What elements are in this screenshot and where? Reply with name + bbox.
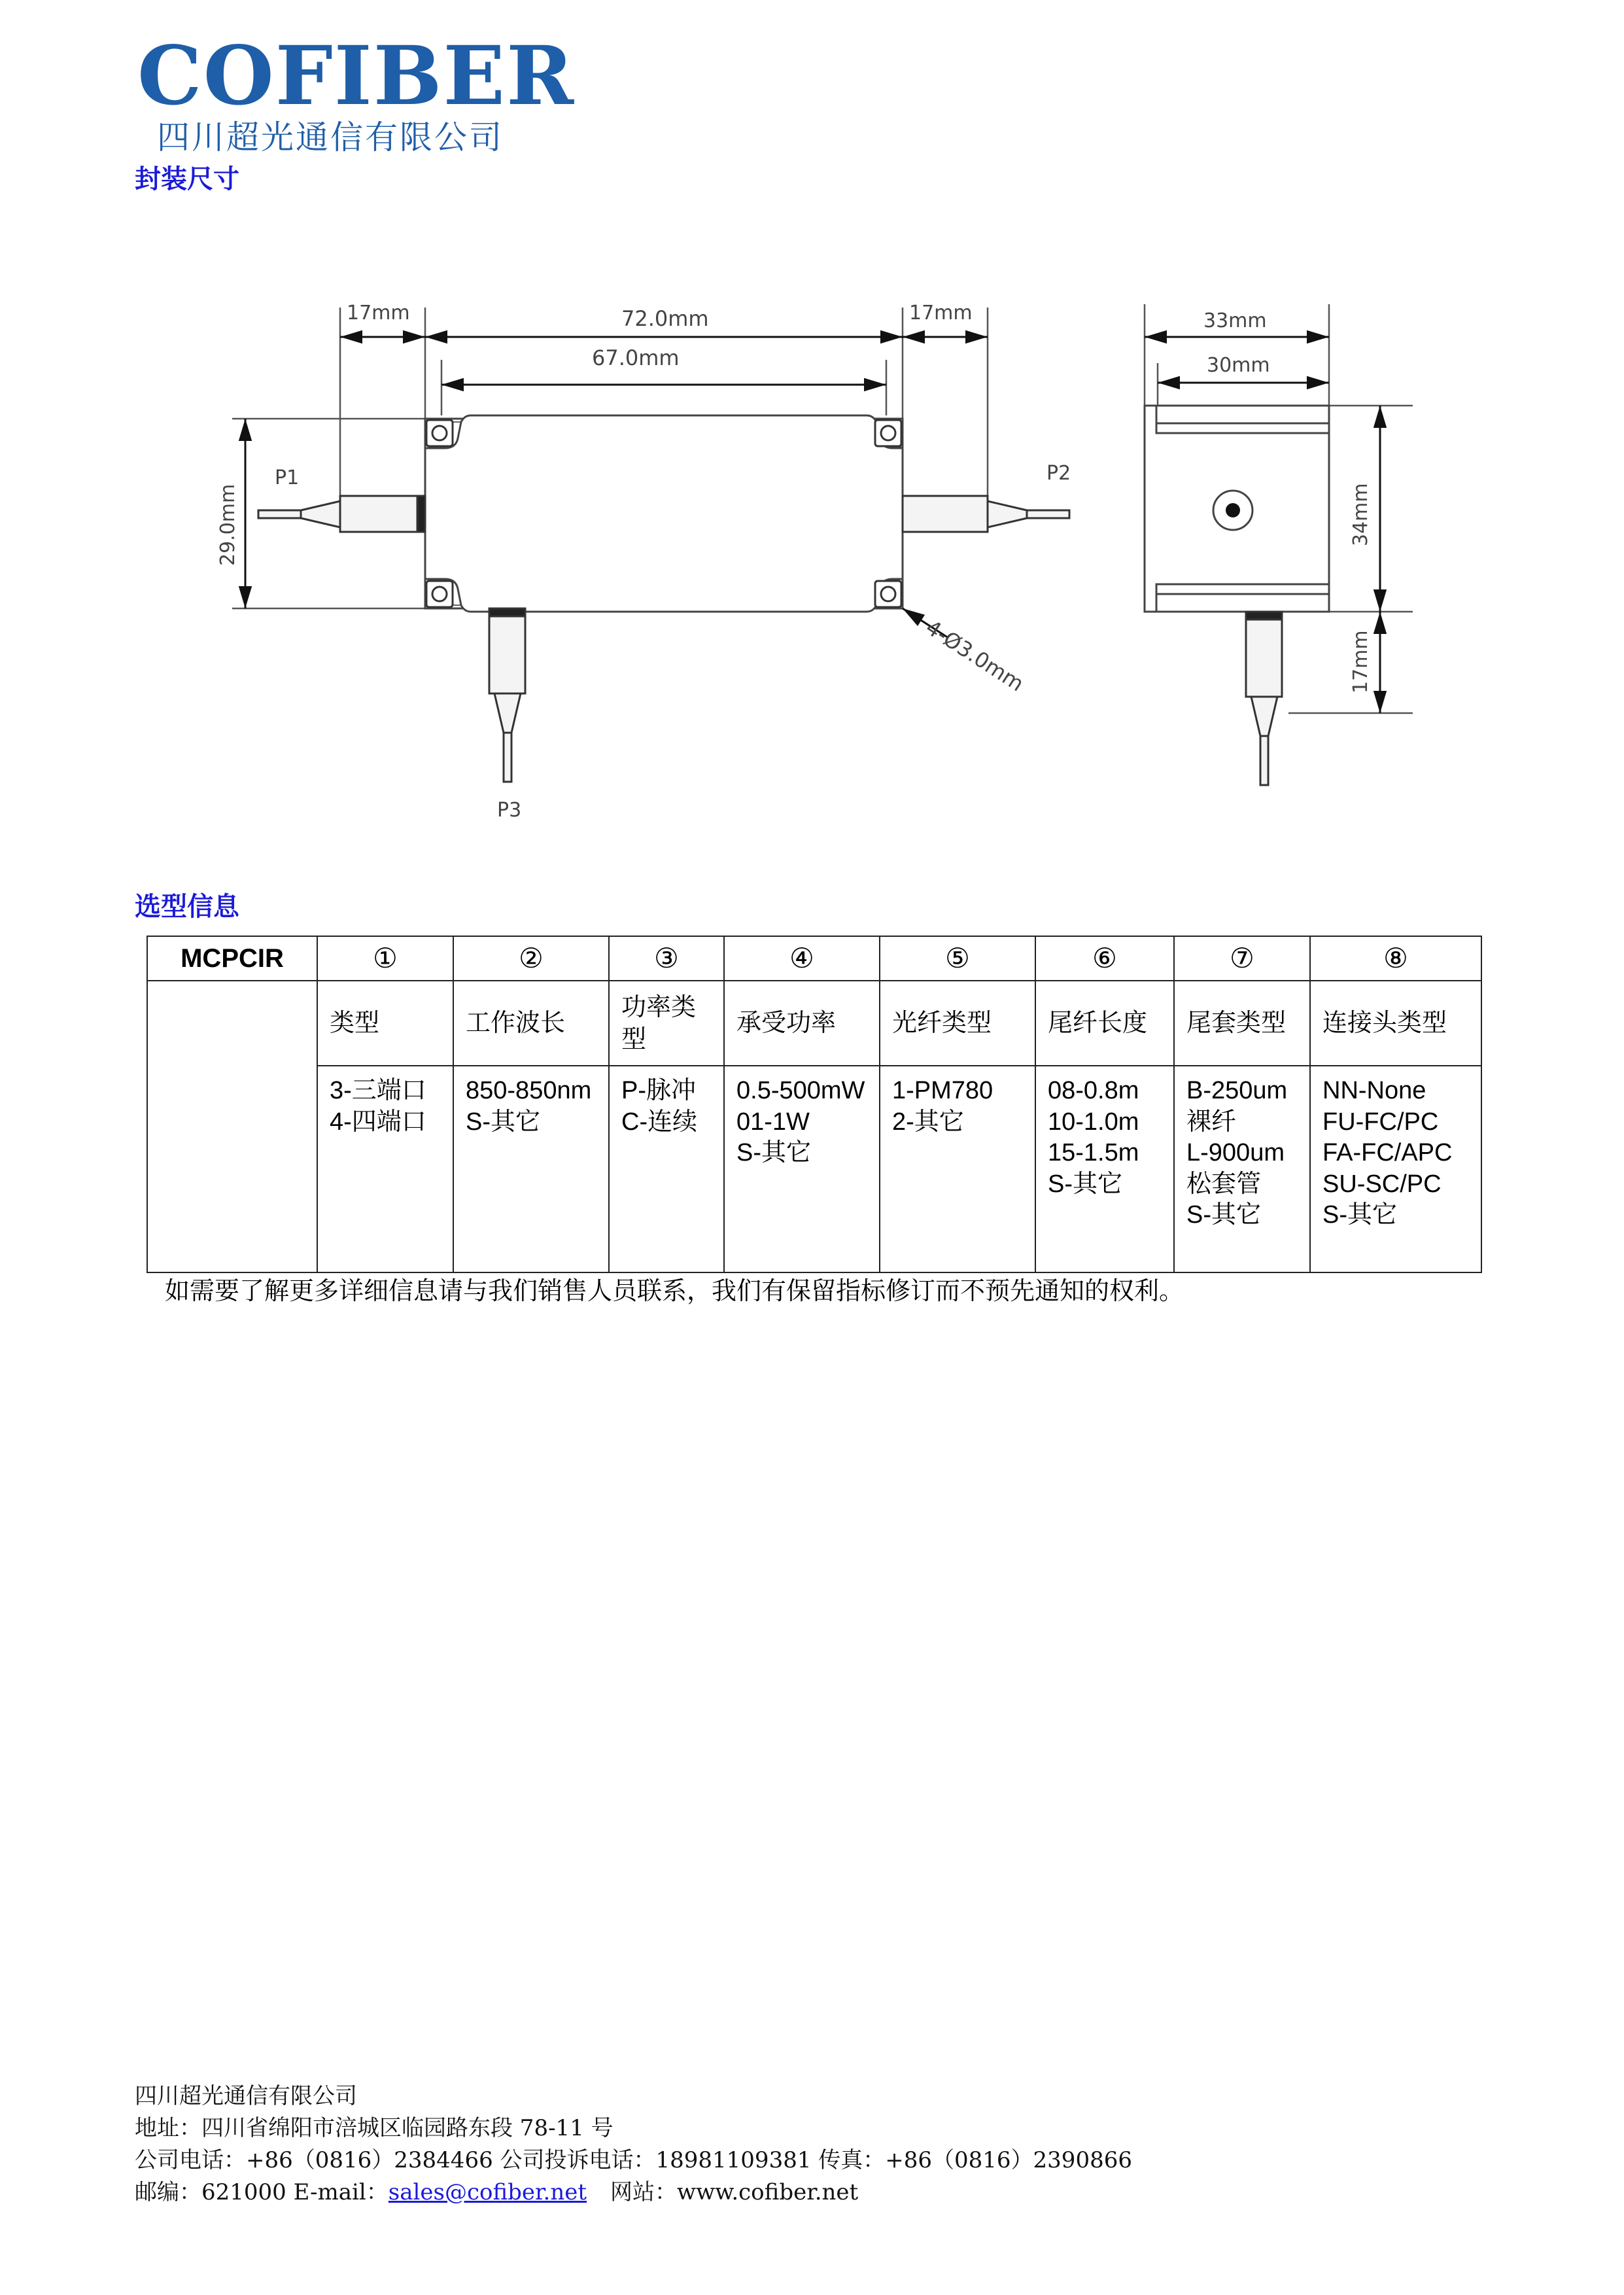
col-number-6: ⑥ [1035, 936, 1174, 981]
port-p3-label: P3 [497, 799, 522, 822]
col-number-7: ⑦ [1174, 936, 1310, 981]
option: S-其它 [736, 1139, 812, 1166]
label-fiber-type: 光纤类型 [880, 981, 1035, 1066]
option: 10-1.0m [1048, 1108, 1139, 1136]
option: 01-1W [736, 1108, 810, 1136]
dim-left-lead: 17mm [347, 302, 410, 324]
notice-text: 如需要了解更多详细信息请与我们销售人员联系，我们有保留指标修订而不预先通知的权利。 [165, 1276, 1184, 1305]
label-connector-type: 连接头类型 [1310, 981, 1481, 1066]
options-power-handling [724, 1066, 880, 1272]
option: FA-FC/APC [1322, 1139, 1453, 1166]
model-blank-cell [147, 981, 317, 1272]
options-power-type [609, 1066, 724, 1272]
label-type: 类型 [317, 981, 453, 1066]
model-code: MCPCIR [147, 936, 317, 981]
col-number-3: ③ [609, 936, 724, 981]
label-jacket-type: 尾套类型 [1174, 981, 1310, 1066]
dim-body-length: 72.0mm [621, 306, 709, 331]
option: FU-FC/PC [1322, 1108, 1439, 1136]
dimension-drawing [216, 288, 1445, 844]
dim-hole-diameter: 4-Ø3.0mm [921, 614, 1029, 697]
col-number-1: ① [317, 936, 453, 981]
selection-table [147, 936, 1482, 1273]
options-connector-type [1310, 1066, 1481, 1272]
options-type [317, 1066, 453, 1272]
option: 0.5-500mW [736, 1077, 865, 1104]
footer-address: 地址：四川省绵阳市涪城区临园路东段 78-11 号 [135, 2115, 613, 2141]
company-logo [137, 29, 576, 156]
label-power-type: 功率类型 [609, 981, 724, 1066]
dim-side-inner: 30mm [1207, 354, 1270, 377]
options-fiber-type [880, 1066, 1035, 1272]
footer-contact-line [135, 2177, 1132, 2209]
col-number-5: ⑤ [880, 936, 1035, 981]
port-p1-label: P1 [275, 466, 300, 489]
dim-side-width: 33mm [1203, 309, 1267, 332]
dim-height: 29.0mm [216, 483, 239, 566]
option: 850-850nm [466, 1077, 592, 1104]
port-p2-label: P2 [1046, 462, 1071, 485]
option: C-连续 [621, 1108, 698, 1136]
table-label-row [147, 981, 1481, 1066]
footer-company: 四川超光通信有限公司 [135, 2083, 357, 2109]
dim-hole-spacing: 67.0mm [592, 345, 680, 370]
option: S-其它 [1048, 1170, 1123, 1198]
option: 3-三端口 [330, 1077, 426, 1104]
footer [135, 2080, 1132, 2209]
option: L-900um 松套管 [1186, 1139, 1285, 1198]
col-number-2: ② [453, 936, 609, 981]
email-link[interactable]: sales@cofiber.net [388, 2179, 587, 2205]
option: B-250um 裸纤 [1186, 1077, 1288, 1136]
table-options-row [147, 1066, 1481, 1272]
label-pigtail-length: 尾纤长度 [1035, 981, 1174, 1066]
option: SU-SC/PC [1322, 1170, 1442, 1198]
dim-right-lead: 17mm [909, 302, 973, 324]
option: 1-PM780 [892, 1077, 993, 1104]
option: NN-None [1322, 1077, 1426, 1104]
label-power-handling: 承受功率 [724, 981, 880, 1066]
option: 08-0.8m [1048, 1077, 1139, 1104]
dim-side-height: 34mm [1349, 483, 1372, 546]
option: P-脉冲 [621, 1077, 697, 1104]
option: S-其它 [1186, 1201, 1262, 1229]
options-jacket-type [1174, 1066, 1310, 1272]
option: S-其它 [1322, 1201, 1398, 1229]
option: 15-1.5m [1048, 1139, 1139, 1166]
footer-postcode: 邮编：621000 E-mail： [135, 2179, 389, 2205]
option: 4-四端口 [330, 1108, 426, 1136]
logo-brand: COFIBER [137, 29, 576, 124]
options-wavelength [453, 1066, 609, 1272]
selection-info-title: 选型信息 [135, 892, 239, 922]
col-number-4: ④ [724, 936, 880, 981]
label-wavelength: 工作波长 [453, 981, 609, 1066]
option: 2-其它 [892, 1108, 964, 1136]
option: S-其它 [466, 1108, 541, 1136]
logo-company-name: 四川超光通信有限公司 [157, 118, 504, 156]
options-pigtail-length [1035, 1066, 1174, 1272]
col-number-8: ⑧ [1310, 936, 1481, 981]
footer-phone: 公司电话：+86（0816）2384466 公司投诉电话：18981109381 传真：+86（0816）2390866 [135, 2147, 1132, 2173]
footer-website: 网站：www.cofiber.net [610, 2179, 859, 2205]
dim-side-lead: 17mm [1349, 630, 1372, 693]
package-dimensions-title: 封装尺寸 [135, 164, 239, 194]
table-header-row [147, 936, 1481, 981]
